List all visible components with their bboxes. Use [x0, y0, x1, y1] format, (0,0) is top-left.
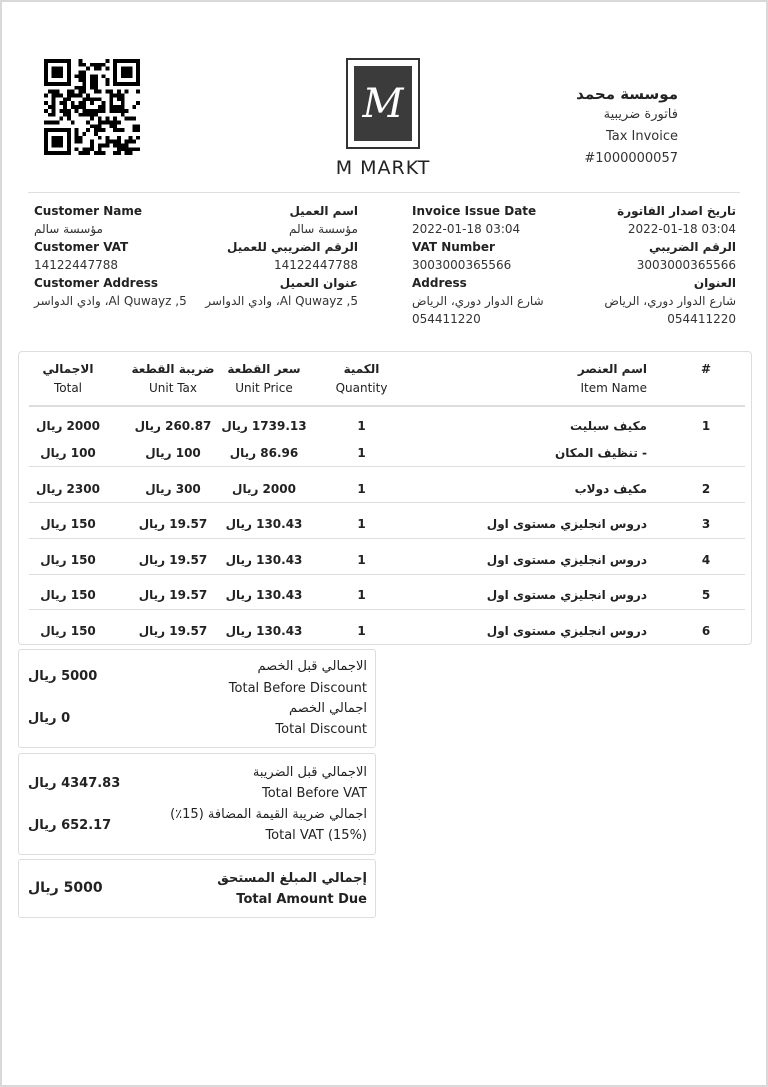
vat-summary-card — [18, 753, 376, 855]
vat-label-en: Total VAT (15%) — [265, 828, 367, 843]
brand-logo — [346, 58, 420, 149]
seller-phone-value-ar: 054411220 — [667, 312, 736, 326]
cell-item-name: دروس انجليزي مستوى اول — [486, 624, 647, 638]
issue-date-value: 2022-01-18 03:04 — [412, 222, 521, 236]
cell-quantity: 1 — [357, 624, 366, 638]
cell-quantity: 1 — [357, 588, 366, 602]
cell-row-number: 5 — [701, 588, 711, 602]
cell-quantity: 1 — [357, 446, 366, 460]
seller-address-value-ar: شارع الدوار دوري، الرياض — [604, 294, 736, 308]
vat-value: 652.17 ريال — [28, 818, 112, 833]
discount-value: 0 ريال — [28, 711, 71, 726]
before-vat-label-ar: الاجمالي قبل الضريبة — [252, 765, 367, 780]
invoice-info-en — [412, 202, 544, 328]
cell-item-name: - تنظيف المكان — [554, 446, 647, 460]
seller-vat-label: VAT Number — [412, 240, 495, 254]
before-vat-value: 4347.83 ريال — [28, 776, 121, 791]
cell-unit-tax: 19.57 ريال — [138, 588, 208, 602]
cell-unit-tax: 300 ريال — [145, 482, 201, 496]
invoice-info-ar — [576, 202, 736, 328]
cell-unit-price: 130.43 ريال — [225, 588, 303, 602]
cell-item-name: دروس انجليزي مستوى اول — [486, 517, 647, 531]
amount-due-label-ar: إجمالي المبلغ المستحق — [217, 871, 367, 886]
cell-item-name: مكيف سبليت — [570, 419, 647, 433]
cell-total: 150 ريال — [40, 588, 96, 602]
table-header-divider — [29, 405, 745, 407]
cell-total: 100 ريال — [40, 446, 96, 460]
cell-row-number: 1 — [701, 419, 711, 433]
before-discount-label-en: Total Before Discount — [228, 681, 367, 696]
th-quantity: الكمية Quantity — [335, 362, 388, 395]
qr-code-icon — [44, 59, 140, 155]
customer-vat-value: 14122447788 — [34, 258, 118, 272]
doc-title-ar: فاتورة ضريبية — [603, 107, 678, 122]
cell-total: 150 ريال — [40, 624, 96, 638]
items-table — [18, 351, 752, 645]
cell-unit-tax: 19.57 ريال — [138, 553, 208, 567]
cell-total: 150 ريال — [40, 553, 96, 567]
doc-title-en: Tax Invoice — [605, 129, 678, 144]
cell-total: 2300 ريال — [36, 482, 100, 496]
before-discount-value: 5000 ريال — [28, 669, 98, 684]
issue-date-value-ar: 2022-01-18 03:04 — [627, 222, 736, 236]
cell-unit-price: 130.43 ريال — [225, 517, 303, 531]
seller-vat-value: 3003000365566 — [412, 258, 512, 272]
row-divider — [29, 574, 745, 575]
invoice-number: #1000000057 — [584, 151, 678, 166]
before-vat-label-en: Total Before VAT — [261, 786, 367, 801]
cell-item-name: دروس انجليزي مستوى اول — [486, 588, 647, 602]
th-unit-tax: ضريبة القطعة Unit Tax — [131, 362, 215, 395]
cell-quantity: 1 — [357, 419, 366, 433]
amount-due-card — [18, 859, 376, 918]
cell-total: 150 ريال — [40, 517, 96, 531]
customer-info-ar — [200, 202, 358, 310]
issue-date-label: Invoice Issue Date — [412, 204, 537, 218]
cell-unit-tax: 260.87 ريال — [134, 419, 212, 433]
customer-name-label: Customer Name — [34, 204, 142, 218]
discount-label-en: Total Discount — [275, 722, 367, 737]
cell-total: 2000 ريال — [36, 419, 100, 433]
cell-unit-tax: 100 ريال — [145, 446, 201, 460]
th-unit-price: سعر القطعة Unit Price — [227, 362, 301, 395]
seller-address-value: شارع الدوار دوري، الرياض — [412, 294, 544, 308]
row-divider — [29, 538, 745, 539]
seller-phone-value: 054411220 — [412, 312, 481, 326]
row-divider — [29, 502, 745, 503]
seller-address-label-ar: العنوان — [693, 276, 736, 290]
customer-name-label-ar: اسم العميل — [289, 204, 358, 218]
seller-name: موسسة محمد — [576, 85, 678, 103]
th-item-name: اسم العنصر Item Name — [577, 362, 647, 395]
row-divider — [29, 466, 745, 467]
cell-row-number: 3 — [701, 517, 711, 531]
customer-name-value-ar: مؤسسة سالم — [289, 222, 358, 236]
cell-item-name: مكيف دولاب — [574, 482, 647, 496]
customer-name-value: مؤسسة سالم — [34, 222, 103, 236]
th-total: الاجمالي Total — [42, 362, 94, 395]
seller-vat-label-ar: الرقم الضريبي — [649, 240, 736, 254]
brand-name: M MARKT — [335, 157, 431, 179]
cell-unit-tax: 19.57 ريال — [138, 624, 208, 638]
header-divider — [28, 192, 740, 193]
th-row-number: # — [700, 362, 712, 376]
seller-vat-value-ar: 3003000365566 — [636, 258, 736, 272]
customer-info-en — [34, 202, 187, 310]
cell-row-number: 6 — [701, 624, 711, 638]
cell-unit-tax: 19.57 ريال — [138, 517, 208, 531]
before-discount-label-ar: الاجمالي قبل الخصم — [257, 659, 367, 674]
cell-unit-price: 86.96 ريال — [229, 446, 299, 460]
cell-unit-price: 130.43 ريال — [225, 553, 303, 567]
cell-quantity: 1 — [357, 482, 366, 496]
logo-letter: M — [362, 80, 404, 127]
customer-address-value-ar: 5, Al Quwayz، وادي الدواسر — [205, 294, 358, 308]
customer-vat-value-ar: 14122447788 — [274, 258, 358, 272]
customer-vat-label: Customer VAT — [34, 240, 129, 254]
cell-row-number: 2 — [701, 482, 711, 496]
cell-item-name: دروس انجليزي مستوى اول — [486, 553, 647, 567]
row-divider — [29, 609, 745, 610]
vat-label-ar: اجمالي ضريبة القيمة المضافة (15٪) — [170, 807, 367, 822]
cell-quantity: 1 — [357, 517, 366, 531]
cell-row-number: 4 — [701, 553, 711, 567]
seller-address-label: Address — [412, 276, 467, 290]
discount-label-ar: اجمالي الخصم — [289, 701, 367, 716]
amount-due-value: 5000 ريال — [28, 880, 103, 896]
customer-vat-label-ar: الرقم الضريبي للعميل — [227, 240, 358, 254]
customer-address-label: Customer Address — [34, 276, 159, 290]
issue-date-label-ar: تاريخ اصدار الفاتورة — [617, 204, 736, 218]
cell-unit-price: 130.43 ريال — [225, 624, 303, 638]
customer-address-value: 5, Al Quwayz، وادي الدواسر — [34, 294, 187, 308]
cell-quantity: 1 — [357, 553, 366, 567]
discount-summary-card — [18, 649, 376, 748]
amount-due-label-en: Total Amount Due — [236, 892, 367, 907]
cell-unit-price: 2000 ريال — [232, 482, 296, 496]
customer-address-label-ar: عنوان العميل — [279, 276, 358, 290]
invoice-header — [478, 84, 678, 170]
cell-unit-price: 1739.13 ريال — [221, 419, 307, 433]
